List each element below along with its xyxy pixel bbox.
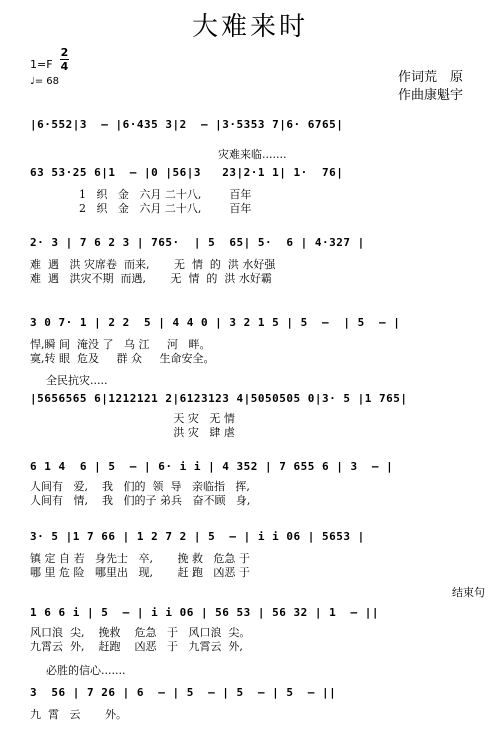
- time-signature: [60, 47, 69, 72]
- lyric-row-7-v1: 镇 定 自 若 身先士 卒, 挽 救 危急 于: [30, 552, 250, 565]
- lyric-row-6-v2: 人间有 情, 我 们的子 弟兵 奋不顾 身,: [30, 494, 251, 507]
- tempo-mark: ♩= 68: [30, 76, 59, 87]
- intro-annotation: 灾难来临.......: [218, 148, 287, 161]
- notation-row-8: 1 6 6 i | 5 – | i i 06 | 56 53 | 56 32 | 1 – ||: [30, 606, 380, 619]
- notation-row-1: |6·552|3 – |6·435 3|2 – |3·5353 7|6· 6765|: [30, 118, 344, 131]
- notation-row-6: 6 1 4 6 | 5 – | 6· i i | 4 352 | 7 655 6 | 3 – |: [30, 460, 394, 473]
- lyricist-credit: 作词荒 原: [398, 70, 464, 85]
- lyric-row-5-v2: 洪 灾 肆 虐: [30, 426, 235, 439]
- notation-row-9: 3 56 | 7 26 | 6 – | 5 – | 5 – | 5 – ||: [30, 686, 337, 699]
- lyric-row-6-v1: 人间有 爱, 我 们的 领 导 亲临指 挥,: [30, 480, 250, 493]
- lyric-row-4-v1: 悍,瞬 间 淹没 了 乌 江 河 畔。: [30, 338, 211, 351]
- faith-annotation: 必胜的信心.......: [46, 664, 126, 677]
- key-signature: 1=F: [30, 58, 53, 71]
- song-title: 大难来时: [191, 12, 308, 42]
- notation-row-2: 63 53·25 6|1 – |0 |56|3 23|2·1 1| 1· 76|: [30, 166, 344, 179]
- lyric-row-3-v2: 难 遇 洪灾不期 而遇, 无 情 的 洪 水好霸: [30, 272, 272, 285]
- lyric-row-9-v1: 九 霄 云 外。: [30, 708, 127, 721]
- composer-credit: 作曲康魁宇: [398, 88, 464, 103]
- lyric-row-2-v1: 1 织 金 六月 二十八, 百年: [30, 188, 252, 201]
- ending-mark: 结束句: [452, 586, 485, 599]
- notation-row-4: 3 0 7· 1 | 2 2 5 | 4 4 0 | 3 2 1 5 | 5 – | 5 – |: [30, 316, 401, 329]
- lyric-row-3-v1: 难 遇 洪 灾席卷 而来, 无 情 的 洪 水好强: [30, 258, 276, 271]
- lyric-row-8-v2: 九霄云 外, 赶跑 凶恶 于 九霄云 外,: [30, 640, 243, 653]
- lyric-row-8-v1: 风口浪 尖, 挽救 危急 于 风口浪 尖。: [30, 626, 251, 639]
- notation-row-7: 3· 5 |1 7 66 | 1 2 7 2 | 5 – | i i 06 | 5653 |: [30, 530, 365, 543]
- notation-row-3: 2· 3 | 7 6 2 3 | 765· | 5 65| 5· 6 | 4·327 |: [30, 236, 365, 249]
- lyric-row-2-v2: 2 织 金 六月 二十八, 百年: [30, 202, 252, 215]
- time-sig-bottom: 4: [60, 60, 69, 73]
- notation-row-5: |5656565 6|1212121 2|6123123 4|5050505 0|3· 5 |1 765|: [30, 392, 408, 405]
- lyric-row-4-v2: 寞,转 眼 危及 群 众 生命安全。: [30, 352, 215, 365]
- lyric-row-5-v1: 天 灾 无 情: [30, 412, 235, 425]
- lyric-row-7-v2: 哪 里 危 险 哪里出 现, 赶 跑 凶恶 于: [30, 566, 250, 579]
- time-sig-top: 2: [60, 46, 69, 59]
- chorus-annotation: 全民抗灾.....: [46, 374, 108, 387]
